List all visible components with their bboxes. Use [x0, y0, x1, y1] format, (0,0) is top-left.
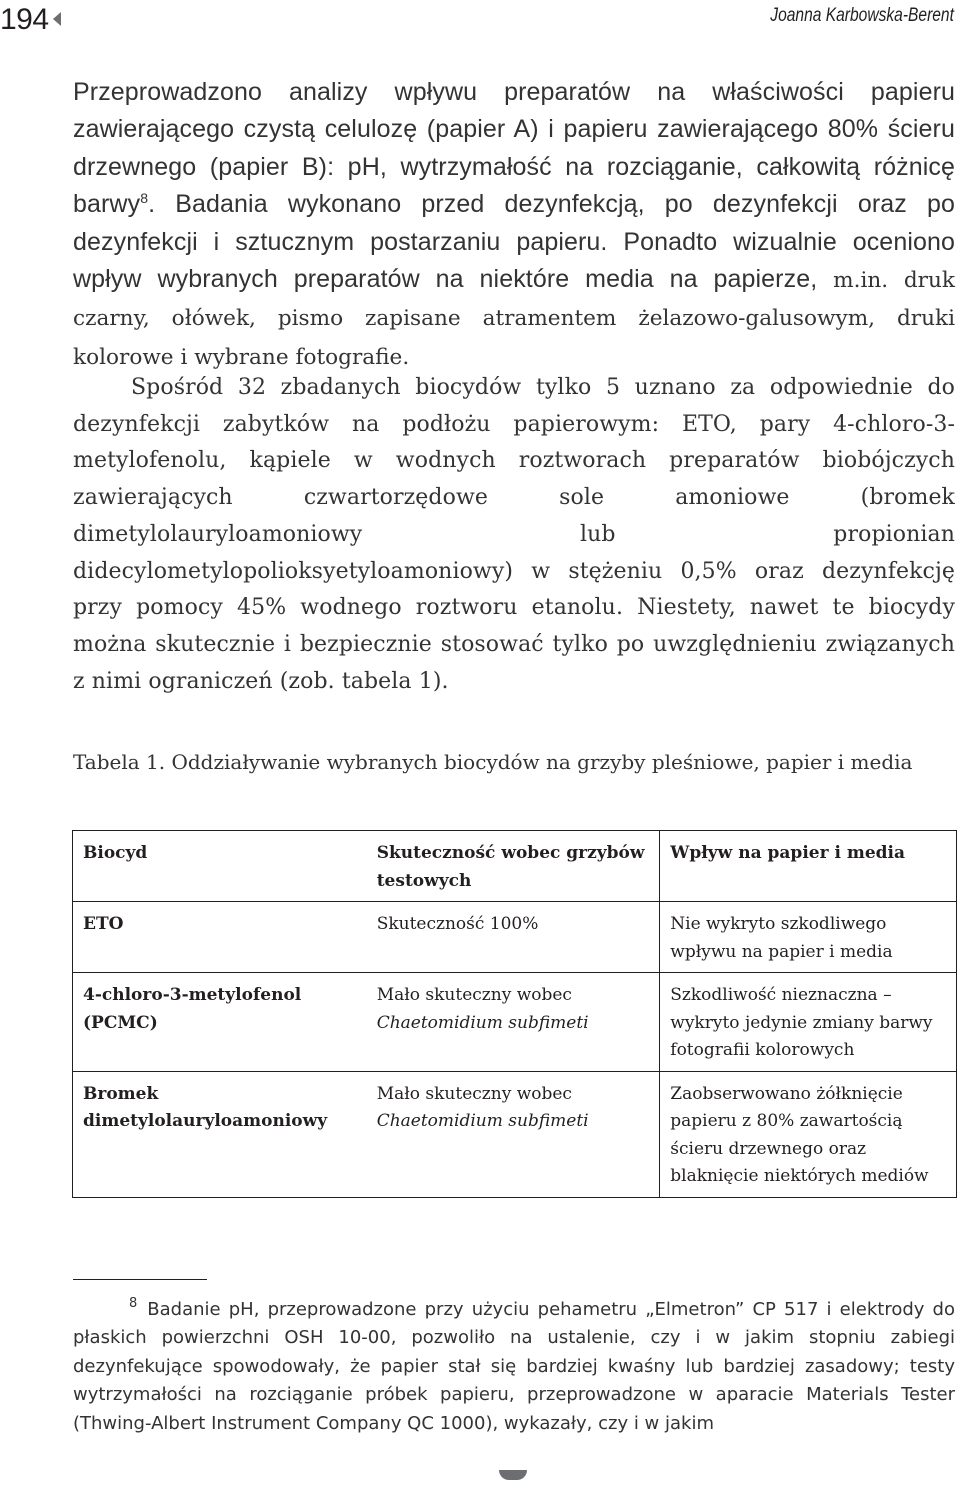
page-number: [0, 0, 61, 40]
biocide-table: [72, 830, 957, 1198]
row-3-impact: Zaobserwowano żółknięcie papieru z 80% zawartością ścieru drzewnego oraz blaknięcie niektórych mediów: [660, 1071, 957, 1197]
footnote-reference[interactable]: 8: [140, 190, 149, 207]
page-tab-mark: [499, 1470, 527, 1480]
row-3-efficacy: Mało skuteczny wobec: [376, 1083, 572, 1104]
row-2-biocide: 4-chloro-3-metylofenol (PCMC): [73, 973, 367, 1072]
row-3-organism: Chaetomidium subfimeti: [376, 1111, 589, 1131]
row-2-organism: Chaetomidium subfimeti: [376, 1012, 589, 1033]
footnote-text: Badanie pH, przeprowadzone przy użyciu pehametru „Elmetron” CP 517 i elektrody do płaskich powierzchni OSH 10-00, pozwoliło na ustalenie, czy i w jakim stopniu zabiegi dezynfekujące spowodowały, że papier stał się bardziej kwaśny lub bardziej zasadowy; testy wytrzymałości na rozciąganie próbek papieru, przeprowadzone w aparacie Materials Tester (Thwing-Albert Instrument Company QC 1000), wykazały, czy i w jakim: [73, 1299, 955, 1434]
table-header-row: [73, 831, 957, 902]
table-caption: Tabela 1. Oddziaływanie wybranych biocydów na grzyby pleśniowe, papier i media: [73, 750, 913, 774]
table-row: [73, 1071, 957, 1197]
row-2-efficacy-cell: [367, 973, 660, 1072]
page-number-text: 194: [0, 3, 49, 36]
footnote-divider: [73, 1279, 207, 1280]
header-impact: Wpływ na papier i media: [660, 831, 957, 902]
paragraph-1: [73, 74, 955, 376]
paragraph-2: Spośród 32 zbadanych biocydów tylko 5 uznano za odpowiednie do dezynfekcji zabytków na podłożu papierowym: ETO, pary 4-chloro-3-metylofenolu, kąpiele w wodnych roztworach preparatów biobójczych zawierających czwartorzędowe sole amoniowe (bromek dimetylolauryloamoniowy lub propionian didecylometylopolioksyetyloamoniowy) w stężeniu 0,5% oraz dezynfekcję przy pomocy 45% wodnego roztworu etanolu. Niestety, nawet te biocydy można skutecznie i bezpiecznie stosować tylko po uwzględnieniu związanych z nimi ograniczeń (zob. tabela 1).: [73, 375, 955, 694]
footnote: [73, 1296, 955, 1438]
row-1-efficacy: Skuteczność 100%: [367, 902, 660, 973]
table-row: [73, 902, 957, 973]
row-1-biocide: ETO: [73, 902, 367, 973]
footnote-number: 8: [129, 1296, 138, 1311]
paragraph-1-part-3: m.in. druk czarny, ołówek, pismo zapisane atramentem żelazowo-galusowym, druki kolorowe i wybrane fotografie.: [73, 268, 955, 370]
page-arrow-icon: [53, 12, 61, 26]
row-2-impact: Szkodliwość nieznaczna – wykryto jedynie zmiany barwy fotografii kolorowych: [660, 973, 957, 1072]
header-biocide: Biocyd: [73, 831, 367, 902]
running-header-author: Joanna Karbowska-Berent: [770, 5, 954, 26]
paragraph-1-part-1: Przeprowadzono analizy wpływu preparatów na właściwości papieru zawierającego czystą celulozę (papier A) i papieru zawierającego 80% ścieru drzewnego (papier B): pH, wytrzymałość na rozciąganie, całkowitą różnicę barwy: [73, 78, 955, 219]
row-3-biocide: Bromek dimetylolauryloamoniowy: [73, 1071, 367, 1197]
header-efficacy: Skuteczność wobec grzybów testowych: [367, 831, 660, 902]
table-row: [73, 973, 957, 1072]
row-3-efficacy-cell: [367, 1071, 660, 1197]
paragraph-1-part-2: . Badania wykonano przed dezynfekcją, po dezynfekcji oraz po dezynfekcji i sztucznym postarzaniu papieru. Ponadto wizualnie oceniono wpływ wybranych preparatów na niektóre media na papierze,: [73, 190, 955, 294]
row-2-efficacy: Mało skuteczny wobec: [376, 985, 572, 1005]
row-1-impact: Nie wykryto szkodliwego wpływu na papier i media: [660, 902, 957, 973]
